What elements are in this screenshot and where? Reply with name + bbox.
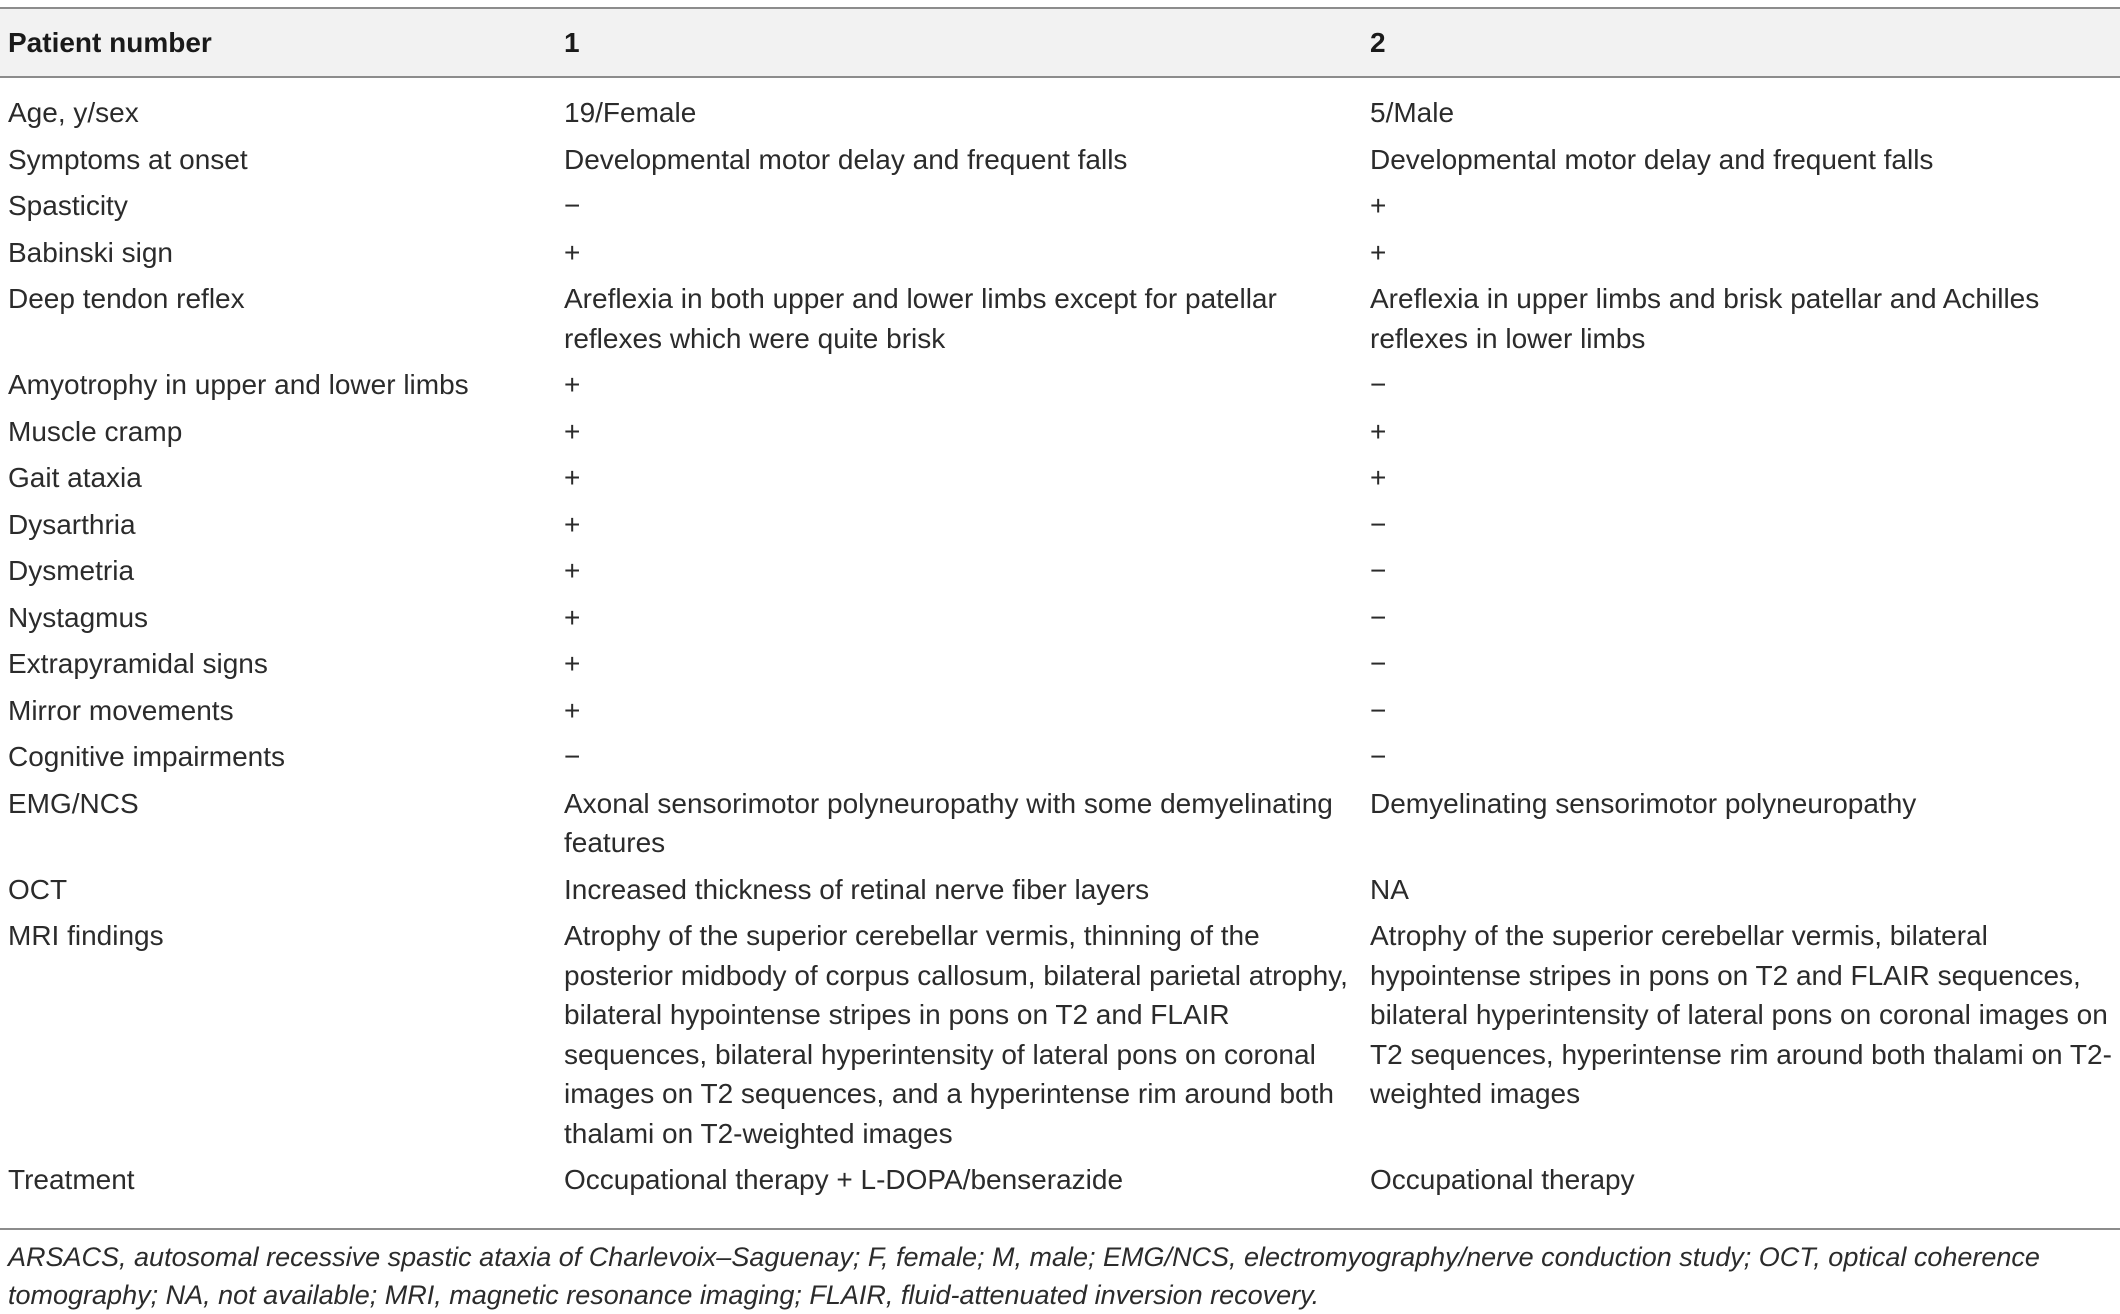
table-row bbox=[0, 548, 2120, 595]
table-row bbox=[0, 409, 2120, 456]
patient-1-value: − bbox=[564, 190, 581, 221]
row-label: Babinski sign bbox=[8, 236, 173, 268]
table-footnote: ARSACS, autosomal recessive spastic ataxia of Charlevoix–Saguenay; F, female; M, male; EMG/NCS, electromyography/nerve conduction study; OCT, optical coherence tomography; NA, not available; MRI, magnetic resonance imaging; FLAIR, fluid-attenuated inversion recovery. bbox=[0, 1228, 2120, 1314]
patient-1-value: Atrophy of the superior cerebellar vermis, thinning of the posterior midbody of corpus callosum, bilateral parietal atrophy, bilateral hypointense stripes in pons on T2 and FLAIR sequences, bilateral hyperintensity of lateral pons on coronal images on T2 sequences, and a hyperintense rim around both thalami on T2-weighted images bbox=[564, 920, 1348, 1149]
table-row bbox=[0, 502, 2120, 549]
patient-1-value: − bbox=[564, 741, 581, 772]
table-row bbox=[0, 137, 2120, 184]
patient-2-value: Atrophy of the superior cerebellar vermis, bilateral hypointense stripes in pons on T2 and FLAIR sequences, bilateral hyperintensity of lateral pons on coronal images on T2 sequences, hyperintense rim around both thalami on T2-weighted images bbox=[1370, 920, 2112, 1109]
patient-1-value: 19/Female bbox=[564, 97, 697, 128]
table-row bbox=[0, 734, 2120, 781]
row-label: Amyotrophy in upper and lower limbs bbox=[8, 369, 469, 400]
clinical-features-table bbox=[0, 7, 2120, 1210]
table-row bbox=[0, 183, 2120, 230]
row-label: Dysmetria bbox=[8, 555, 135, 586]
patient-2-value: 5/Male bbox=[1370, 97, 1455, 128]
table-row bbox=[0, 276, 2120, 362]
row-label: EMG/NCS bbox=[8, 787, 139, 819]
row-label: Extrapyramidal signs bbox=[8, 648, 268, 679]
patient-2-value: + bbox=[1370, 462, 1387, 493]
row-label: Dysarthria bbox=[8, 508, 136, 540]
row-label: MRI findings bbox=[8, 920, 164, 951]
row-label: Nystagmus bbox=[8, 601, 149, 633]
row-label: Cognitive impairments bbox=[8, 741, 285, 772]
table-row bbox=[0, 595, 2120, 642]
row-label: Gait ataxia bbox=[8, 462, 142, 493]
table-row bbox=[0, 867, 2120, 914]
row-label: Deep tendon reflex bbox=[8, 283, 245, 314]
table-row bbox=[0, 1157, 2120, 1210]
patient-1-value: Developmental motor delay and frequent falls bbox=[564, 143, 1128, 175]
patient-2-value: − bbox=[1370, 508, 1387, 540]
patient-1-value: + bbox=[564, 555, 581, 586]
row-label: OCT bbox=[8, 873, 68, 905]
patient-2-value: − bbox=[1370, 694, 1387, 726]
patient-2-value: − bbox=[1370, 601, 1387, 633]
patient-2-value: Areflexia in upper limbs and brisk patellar and Achilles reflexes in lower limbs bbox=[1370, 283, 2040, 354]
table-row bbox=[0, 781, 2120, 867]
patient-1-value: + bbox=[564, 601, 581, 633]
table-row bbox=[0, 362, 2120, 409]
patient-1-value: Increased thickness of retinal nerve fiber layers bbox=[564, 873, 1150, 905]
row-label: Muscle cramp bbox=[8, 415, 183, 447]
patient-1-value: + bbox=[564, 508, 581, 540]
row-label: Treatment bbox=[8, 1164, 135, 1195]
patient-2-value: − bbox=[1370, 555, 1387, 586]
table-row bbox=[0, 688, 2120, 735]
patient-1-value: Areflexia in both upper and lower limbs except for patellar reflexes which were quite brisk bbox=[564, 283, 1277, 354]
table-row bbox=[0, 230, 2120, 277]
patient-1-value: + bbox=[564, 369, 581, 400]
patient-1-value: + bbox=[564, 694, 581, 726]
patient-1-value: + bbox=[564, 415, 581, 447]
patient-2-value: − bbox=[1370, 369, 1387, 400]
patient-1-value: Axonal sensorimotor polyneuropathy with some demyelinating features bbox=[564, 787, 1333, 858]
table-header-row bbox=[0, 8, 2120, 77]
patient-2-value: − bbox=[1370, 648, 1387, 679]
patient-2-value: Developmental motor delay and frequent falls bbox=[1370, 143, 1934, 175]
header-patient-1: 1 bbox=[556, 8, 1362, 77]
patient-1-value: + bbox=[564, 462, 581, 493]
table-row bbox=[0, 913, 2120, 1157]
patient-1-value: + bbox=[564, 648, 581, 679]
table-row bbox=[0, 641, 2120, 688]
patient-2-value: Occupational therapy bbox=[1370, 1164, 1635, 1195]
patient-1-value: + bbox=[564, 236, 581, 268]
table-row bbox=[0, 77, 2120, 137]
row-label: Symptoms at onset bbox=[8, 143, 248, 175]
patient-2-value: + bbox=[1370, 190, 1387, 221]
row-label: Age, y/sex bbox=[8, 97, 139, 128]
header-patient-2: 2 bbox=[1362, 8, 2120, 77]
patient-2-value: Demyelinating sensorimotor polyneuropathy bbox=[1370, 787, 1917, 819]
patient-2-value: + bbox=[1370, 415, 1387, 447]
header-patient-number: Patient number bbox=[0, 8, 556, 77]
row-label: Spasticity bbox=[8, 190, 128, 221]
patient-2-value: + bbox=[1370, 236, 1387, 268]
table-row bbox=[0, 455, 2120, 502]
patient-2-value: − bbox=[1370, 741, 1387, 772]
patient-1-value: Occupational therapy + L-DOPA/benserazide bbox=[564, 1164, 1124, 1195]
row-label: Mirror movements bbox=[8, 694, 234, 726]
patient-2-value: NA bbox=[1370, 873, 1409, 905]
